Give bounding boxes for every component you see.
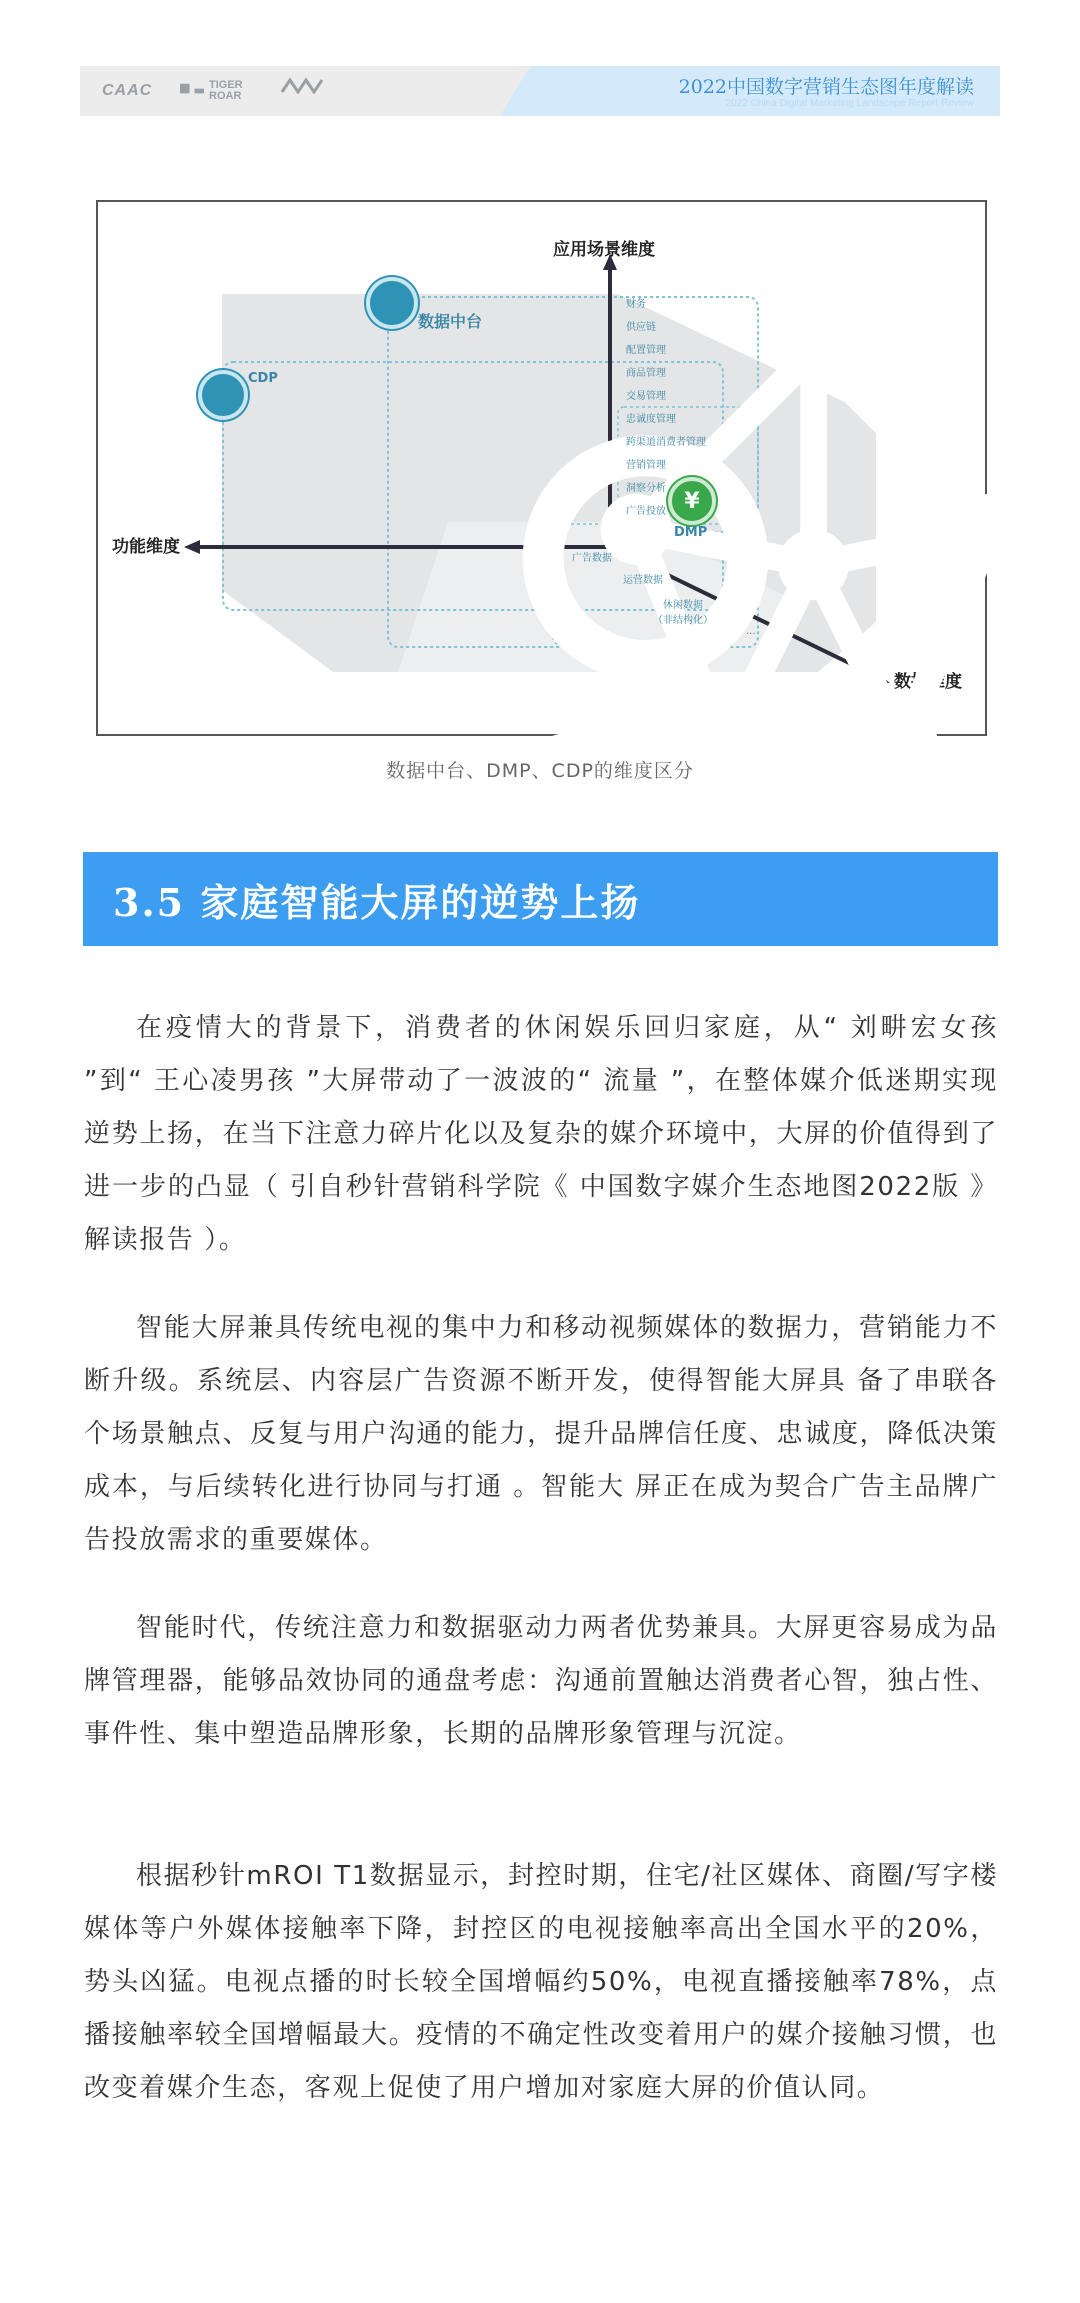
business-item: 商品管理 [626,368,666,379]
section-heading [83,852,998,946]
miaozhen-logo [280,76,324,106]
figure-caption: 数据中台、DMP、CDP的维度区分 [386,760,694,782]
report-title-en: 2022 China Digital Marketing Landscape Report Review [725,98,974,109]
header-banner [80,66,1000,116]
body-paragraph: 智能大屏兼具传统电视的集中力和移动视频媒体的数据力，营销能力不断升级。系统层、内容层广告资源不断开发，使得智能大屏具 备了串联各个场景触点、反复与用户沟通的能力，提升品牌信任度、忠诚度，降低决策成本，与后续转化进行协同与打通 。智能大 屏正在成为契合广告主品牌广告投放需求的重要媒体。 [84,1313,998,1555]
business-item: 洞察分析 [626,483,666,494]
business-item: 财务 [626,299,646,310]
dmp-item: 运营数据 [623,575,663,586]
dmp-nonstruct-item: 休闲数据 （非结构化） [653,600,713,626]
caac-logo: CAAC [102,82,153,99]
body-paragraph: 在疫情大的背景下，消费者的休闲娱乐回归家庭，从“ 刘畊宏女孩 ”到“ 王心凌男孩 ”大屏带动了一波波的“ 流量 ”，在整体媒介低迷期实现逆势上扬，在当下注意力碎片化以及复杂的媒介环境中，大屏的价值得到了进一步的凸显（ 引自秒针营销科学院《 中国数字媒介生态地图2022版 》解读报告 ）。 [84,1013,998,1255]
business-item: 忠诚度管理 [626,414,676,425]
cdp-label: CDP [248,371,278,386]
tiger-roar-logo: TIGER ROAR [180,76,243,106]
business-item: 供应链 [626,322,656,333]
data-middle-platform-icon [366,277,418,329]
cdp-person-icon [198,370,248,420]
body-paragraph: 根据秒针mROI T1数据显示，封控时期，住宅/社区媒体、商圈/写字楼媒体等户外媒体接触率下降，封控区的电视接触率高出全国水平的20%，势头凶猛。电视点播的时长较全国增幅约50%，电视直播接触率78%，点播接触率较全国增幅最大。疫情的不确定性改变着用户的媒介接触习惯，也改变着媒介生态，客观上促使了用户增加对家庭大屏的价值认同。 [84,1861,998,2103]
data-middle-platform-label: 数据中台 [418,312,483,331]
axis-label-scenario: 应用场景维度 [553,240,655,260]
axis-label-function: 功能维度 [112,537,180,557]
business-item: 营销管理 [626,460,666,471]
axis-label-data: 数据维度 [894,672,962,692]
report-title: 2022中国数字营销生态图年度解读 [678,76,974,98]
business-item: 跨渠道消费者管理 [626,437,706,448]
dmp-yen-icon: ¥ [668,477,716,525]
dmp-label: DMP [674,525,708,540]
dmp-ellipsis: ... [746,626,756,637]
miaozhen-mark-icon [280,76,324,94]
section-heading-text: 3.5 家庭智能大屏的逆势上扬 [113,879,641,925]
dimension-diagram [96,200,987,736]
business-item: 交易管理 [626,391,666,402]
body-paragraph: 智能时代，传统注意力和数据驱动力两者优势兼具。大屏更容易成为品牌管理器，能够品效协同的通盘考虑：沟通前置触达消费者心智，独占性、事件性、集中塑造品牌形象，长期的品牌形象管理与沉淀。 [84,1613,998,1749]
business-item: 配置管理 [626,345,666,356]
business-item: 广告投放 [626,506,666,517]
dmp-item: 广告数据 [572,553,612,564]
tiger-roar-mark-icon [180,79,204,103]
